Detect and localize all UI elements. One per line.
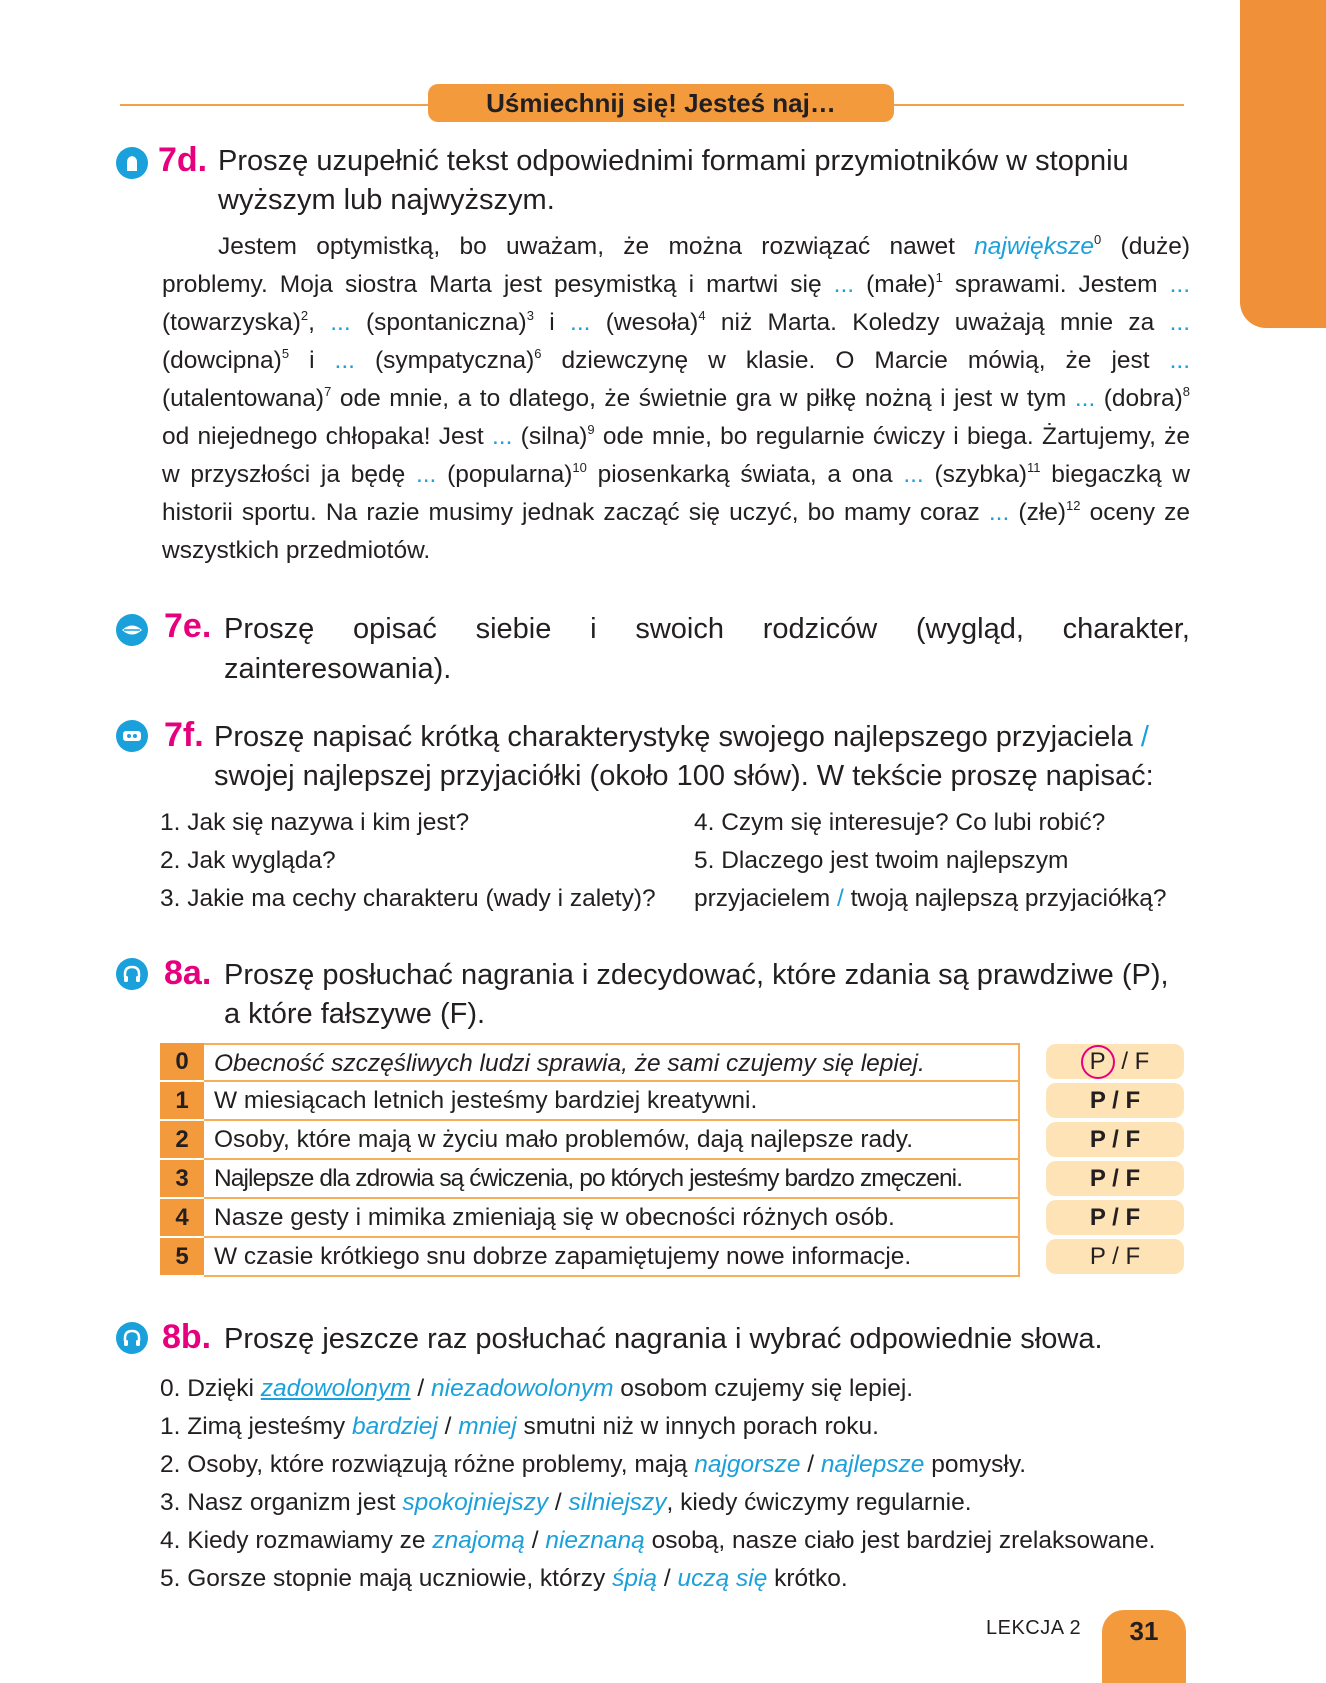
exercise-number-8b: 8b. [162,1318,212,1356]
table-row [160,1082,1020,1121]
word-choice-list [160,1370,1156,1598]
exercise-7d-title-line1: Proszę uzupełnić tekst odpowiednimi formami przymiotników w stopniu [218,145,1129,177]
exercise-7f-title-line1: Proszę napisać krótką charakterystykę swojego najlepszego przyjaciela / [214,721,1149,753]
exercise-7e-title-line1: Proszę opisać siebie i swoich rodziców (wygląd, charakter, [224,613,1190,645]
question-5-line2: przyjacielem / twoją najlepszą przyjaciółką? [694,885,1167,912]
table-row [160,1199,1020,1238]
headphones-icon [116,1322,148,1354]
question-1: 1. Jak się nazywa i kim jest? [160,809,470,836]
row-number: 1 [160,1082,204,1121]
statement-text: W miesiącach letnich jesteśmy bardziej kreatywni. [204,1082,1020,1121]
exercise-number-8a: 8a. [164,954,212,992]
page-number: 31 [1102,1610,1186,1683]
true-false-table [160,1043,1020,1277]
statement-text: Najlepsze dla zdrowia są ćwiczenia, po których jesteśmy bardzo zmęczeni. [204,1160,1020,1199]
exercise-number-7f: 7f. [164,716,204,754]
question-list-right [694,804,1167,918]
exercise-8b-title: Proszę jeszcze raz posłuchać nagrania i wybrać odpowiednie słowa. [224,1323,1103,1355]
mouth-icon [116,614,148,646]
row-number: 2 [160,1121,204,1160]
choice-a[interactable]: zadowolonym [260,1375,411,1402]
choice-b[interactable]: mniej [458,1413,517,1440]
choice-b[interactable]: niezadowolonym [431,1375,614,1402]
answer-option[interactable]: P / F [1046,1083,1184,1118]
write-icon [116,720,148,752]
exercise-7e-title-line2: zainteresowania). [224,653,452,685]
exercise-7d-title-line2: wyższym lub najwyższym. [218,184,555,216]
answer-option[interactable]: P / F [1046,1239,1184,1274]
exercise-8a-title-line1: Proszę posłuchać nagrania i zdecydować, które zdania są prawdziwe (P), [224,959,1169,991]
list-item: 5. Gorsze stopnie mają uczniowie, którzy śpią / uczą się krótko. [160,1565,848,1592]
table-row [160,1043,1020,1082]
choice-b[interactable]: najlepsze [820,1451,925,1478]
hand-icon [116,147,148,179]
list-item: 2. Osoby, które rozwiązują różne problemy, mają najgorsze / najlepsze pomysły. [160,1451,1027,1478]
choice-b[interactable]: silniejszy [568,1489,667,1516]
row-number: 4 [160,1199,204,1238]
section-title: Uśmiechnij się! Jesteś naj… [428,84,894,122]
exercise-number-7e: 7e. [164,607,212,645]
slash-separator: / [1140,721,1149,753]
side-tab [1240,0,1326,328]
exercise-7f-title-line2: swojej najlepszej przyjaciółki (około 100 słów). W tekście proszę napisać: [214,760,1154,792]
table-row [160,1238,1020,1277]
headphones-icon [116,958,148,990]
list-item: 3. Nasz organizm jest spokojniejszy / silniejszy, kiedy ćwiczymy regularnie. [160,1489,972,1516]
lesson-label: LEKCJA 2 [986,1617,1082,1639]
choice-a[interactable]: śpią [612,1565,658,1592]
choice-a[interactable]: znajomą [432,1527,525,1554]
choice-a[interactable]: spokojniejszy [402,1489,549,1516]
list-item: 1. Zimą jesteśmy bardziej / mniej smutni niż w innych porach roku. [160,1413,879,1440]
list-item: 4. Kiedy rozmawiamy ze znajomą / nieznaną osobą, nasze ciało jest bardziej zrelaksowane. [160,1527,1156,1554]
statement-text: W czasie krótkiego snu dobrze zapamiętujemy nowe informacje. [204,1238,1020,1277]
answer-option[interactable]: P / F [1046,1122,1184,1157]
list-item: 0. Dzięki zadowolonym / niezadowolonym osobom czujemy się lepiej. [160,1375,914,1402]
answer-option[interactable]: P / F [1046,1161,1184,1196]
answer-option-example: P / F [1046,1044,1184,1079]
statement-text: Osoby, które mają w życiu mało problemów, dają najlepsze rady. [204,1121,1020,1160]
table-row [160,1121,1020,1160]
question-5-line1: 5. Dlaczego jest twoim najlepszym [694,847,1069,874]
row-number: 5 [160,1238,204,1277]
row-number: 0 [160,1043,204,1082]
choice-b[interactable]: nieznaną [545,1527,645,1554]
answer-column [1046,1044,1184,1278]
question-4: 4. Czym się interesuje? Co lubi robić? [694,809,1106,836]
exercise-number-7d: 7d. [158,141,208,179]
question-3: 3. Jakie ma cechy charakteru (wady i zalety)? [160,885,656,912]
circled-answer: P [1081,1045,1115,1079]
statement-text: Nasze gesty i mimika zmieniają się w obecności różnych osób. [204,1199,1020,1238]
question-2: 2. Jak wygląda? [160,847,336,874]
exercise-8a-title-line2: a które fałszywe (F). [224,998,486,1030]
choice-b[interactable]: uczą się [677,1565,768,1592]
choice-a[interactable]: bardziej [351,1413,438,1440]
row-number: 3 [160,1160,204,1199]
table-row [160,1160,1020,1199]
choice-a[interactable]: najgorsze [694,1451,801,1478]
exercise-7d-text: Jestem optymistką, bo uważam, że można rozwiązać nawet największe$^0$ (duże) problemy. Moja siostra Marta jest pesymistką i martwi się ... (małe)$^1$ sprawami. Jestem ... (towarzyska)$^2$, ... (spontaniczna)$^3$ i ... (wesoła)$^4$ niż Marta. Koledzy uważają mnie za ... (dowcipna)$^5$ i ... (sympatyczna)$^6$ dziewczynę w klasie. O Marcie mówią, że jest ... (utalentowana)$^7$ ode mnie, a to dlatego, że świetnie gra w piłkę nożną i jest w tym ... (dobra)$^8$ od niejednego chłopaka! Jest ... $(silna)^9$ ode mnie, bo regularnie ćwiczy i biega. Żartujemy, że w przyszłości ja będę ... (popularna)$^{10}$ piosenkarką świata, a ona ... (szybka)$^{11}$ biegaczką w historii sportu. Na razie musimy jednak zacząć się uczyć, bo mamy coraz ... (złe)$^{12}$ oceny ze wszystkich przedmiotów. [162,232,1191,564]
answer-option[interactable]: P / F [1046,1200,1184,1235]
statement-text: Obecność szczęśliwych ludzi sprawia, że sami czujemy się lepiej. [204,1043,1020,1082]
question-list-left [160,804,656,918]
